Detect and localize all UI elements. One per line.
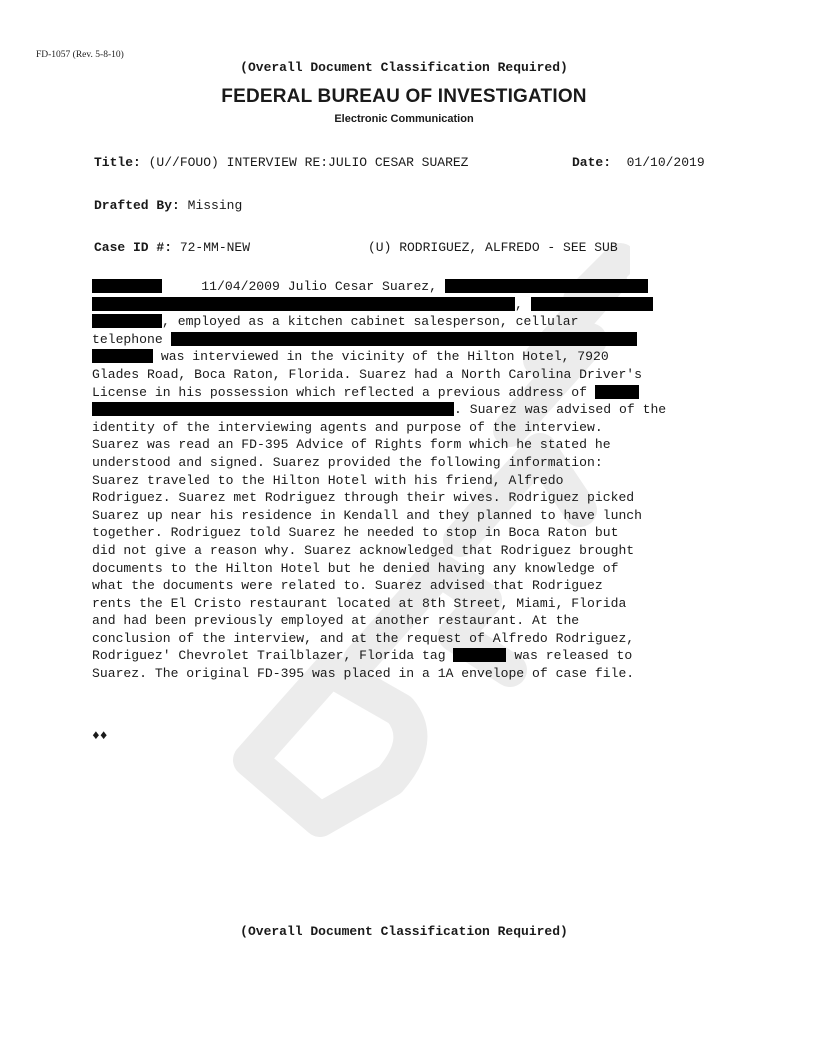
redaction-block bbox=[595, 385, 639, 399]
narrative-line: what the documents were related to. Suarez advised that Rodriguez bbox=[92, 578, 603, 594]
redaction-block bbox=[92, 297, 515, 311]
narrative-line: . Suarez was advised of the bbox=[454, 402, 667, 418]
narrative-line: was released to bbox=[514, 648, 633, 664]
narrative-line: telephone bbox=[92, 331, 163, 347]
narrative-line: and had been previously employed at another restaurant. At the bbox=[92, 613, 580, 629]
redaction-block bbox=[531, 297, 653, 311]
narrative-line: identity of the interviewing agents and purpose of the interview. bbox=[92, 419, 603, 435]
narrative-line: Suarez traveled to the Hilton Hotel with his friend, Alfredo bbox=[92, 472, 564, 488]
narrative-line: Rodriguez. Suarez met Rodriguez through their wives. Rodriguez picked bbox=[92, 490, 635, 506]
narrative-line: was interviewed in the vicinity of the Hilton Hotel, 7920 bbox=[160, 349, 609, 365]
case-id-label: Case ID #: bbox=[94, 240, 173, 255]
narrative-line: , bbox=[515, 296, 523, 312]
title-field bbox=[94, 155, 468, 170]
narrative-line: 11/04/2009 Julio Cesar Suarez, bbox=[201, 279, 438, 294]
narrative-line: rents the El Cristo restaurant located at 8th Street, Miami, Florida bbox=[92, 595, 627, 611]
classification-header: (Overall Document Classification Required) bbox=[240, 60, 568, 75]
classification-footer: (Overall Document Classification Required) bbox=[240, 924, 568, 939]
narrative-line: Suarez. The original FD-395 was placed in a 1A envelope of case file. bbox=[92, 666, 635, 682]
interview-narrative bbox=[92, 278, 717, 683]
redaction-block bbox=[92, 314, 162, 328]
form-number: FD-1057 (Rev. 5-8-10) bbox=[36, 50, 124, 60]
case-id-value: 72-MM-NEW bbox=[179, 240, 251, 255]
narrative-line: License in his possession which reflected a previous address of bbox=[92, 384, 588, 400]
document-type: Electronic Communication bbox=[334, 113, 474, 125]
redaction-block bbox=[92, 349, 153, 363]
narrative-line: understood and signed. Suarez provided the following information: bbox=[92, 454, 603, 470]
case-id-field bbox=[94, 240, 250, 255]
title-value: (U//FOUO) INTERVIEW RE:JULIO CESAR SUAREZ bbox=[148, 155, 469, 170]
date-field bbox=[572, 155, 705, 170]
narrative-line: Glades Road, Boca Raton, Florida. Suarez had a North Carolina Driver's bbox=[92, 366, 643, 382]
redaction-block bbox=[92, 402, 454, 416]
narrative-line: did not give a reason why. Suarez acknowledged that Rodriguez brought bbox=[92, 542, 635, 558]
date-value: 01/10/2019 bbox=[626, 155, 705, 170]
drafted-by-field bbox=[94, 198, 242, 213]
narrative-line: Suarez was read an FD-395 Advice of Rights form which he stated he bbox=[92, 437, 611, 453]
redaction-block bbox=[445, 279, 648, 293]
drafted-by-value: Missing bbox=[187, 198, 243, 213]
narrative-line: documents to the Hilton Hotel but he denied having any knowledge of bbox=[92, 560, 619, 576]
redaction-block bbox=[92, 279, 162, 293]
drafted-by-label: Drafted By: bbox=[94, 198, 180, 213]
agency-title: FEDERAL BUREAU OF INVESTIGATION bbox=[221, 86, 587, 107]
date-label: Date: bbox=[572, 155, 612, 170]
case-caption: (U) RODRIGUEZ, ALFREDO - SEE SUB bbox=[368, 240, 618, 255]
redaction-block bbox=[453, 648, 506, 662]
title-label: Title: bbox=[94, 155, 141, 170]
narrative-line: Suarez up near his residence in Kendall and they planned to have lunch bbox=[92, 507, 643, 523]
narrative-line: conclusion of the interview, and at the request of Alfredo Rodriguez, bbox=[92, 630, 635, 646]
narrative-line: together. Rodriguez told Suarez he needed to stop in Boca Raton but bbox=[92, 525, 619, 541]
redaction-block bbox=[171, 332, 637, 346]
narrative-line: Rodriguez' Chevrolet Trailblazer, Florida tag bbox=[92, 648, 446, 664]
narrative-line: , employed as a kitchen cabinet salesperson, cellular bbox=[162, 314, 579, 330]
end-marker: ♦♦ bbox=[92, 728, 108, 743]
